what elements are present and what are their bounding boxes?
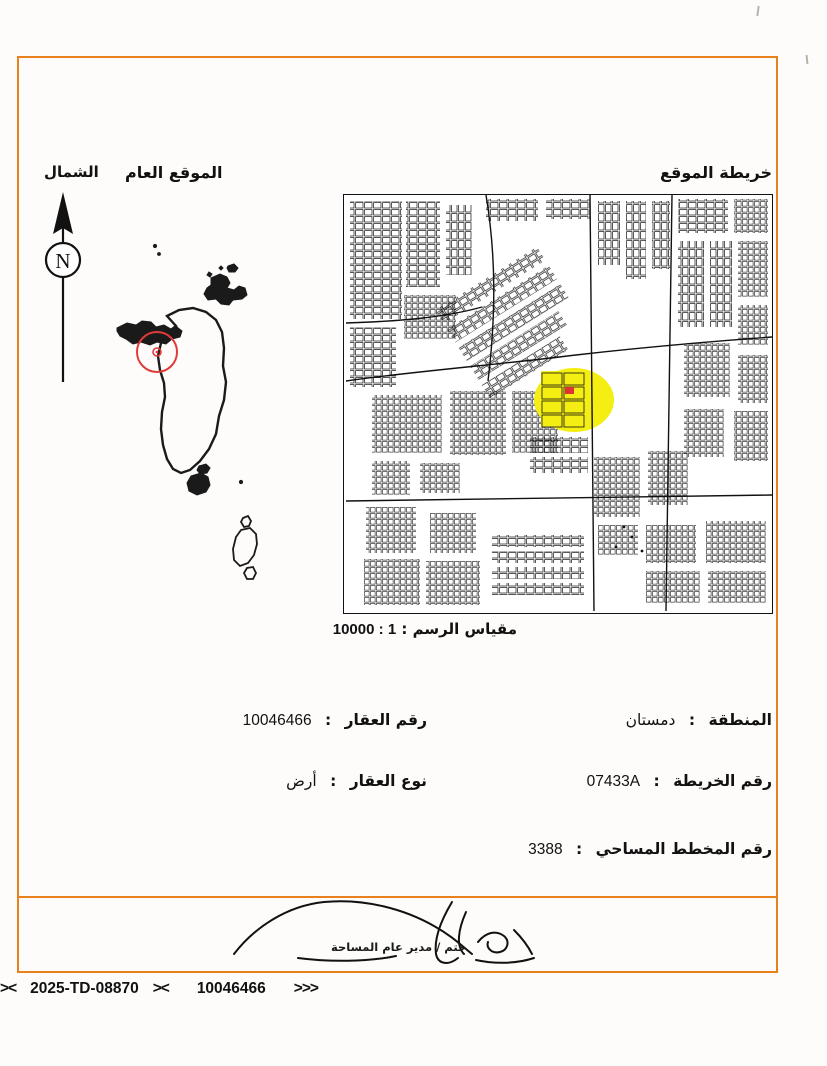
footer-transaction-no: 2025-TD-08870 [30, 980, 139, 997]
field-area-value: دمستان [625, 711, 676, 729]
footer-right-chevrons: >>> [293, 980, 318, 997]
footer-left-chevrons: >‌< [0, 980, 17, 997]
field-property-no [243, 711, 427, 730]
footer-mid-chevrons: >< [152, 980, 169, 997]
map-scale-label: مقياس الرسم : [401, 620, 517, 638]
field-area-colon: : [688, 711, 696, 729]
field-survey-plan-no-colon: : [576, 840, 583, 858]
scan-artifact [806, 55, 809, 64]
field-map-no-colon: : [653, 772, 660, 790]
north-arrow-icon [40, 190, 86, 390]
field-survey-plan-no-label: رقم المخطط المساحي [595, 840, 772, 858]
general-location-map [95, 228, 295, 598]
field-property-type-label: نوع العقار [349, 772, 427, 790]
map-scale [333, 620, 517, 638]
field-map-no-label: رقم الخريطة [673, 772, 772, 790]
field-area [626, 711, 772, 729]
field-area-label: المنطقة [708, 711, 772, 729]
north-label: الشمال [44, 163, 99, 181]
field-property-type-colon: : [330, 772, 337, 790]
document-footer [0, 978, 420, 1000]
field-property-no-value: 10046466 [242, 712, 312, 729]
signature-mark [228, 896, 548, 974]
signature-caption: ختم / مدير عام المساحة [331, 940, 467, 954]
field-map-no [587, 772, 772, 791]
field-map-no-value: 07433A [586, 773, 641, 790]
field-survey-plan-no [528, 840, 772, 859]
field-property-type-value: أرض [286, 772, 317, 790]
field-property-type [286, 772, 427, 790]
map-scale-value: 1 : 10000 [332, 621, 397, 638]
location-map [343, 194, 773, 614]
field-property-no-label: رقم العقار [344, 711, 427, 729]
field-property-no-colon: : [324, 711, 332, 729]
map-section-title: خريطة الموقع [659, 163, 772, 182]
general-location-title: الموقع العام [125, 163, 223, 182]
field-survey-plan-no-value: 3388 [528, 841, 563, 858]
scan-artifact [756, 6, 759, 16]
footer-property-no: 10046466 [196, 980, 266, 997]
svg-text:N: N [55, 249, 71, 273]
